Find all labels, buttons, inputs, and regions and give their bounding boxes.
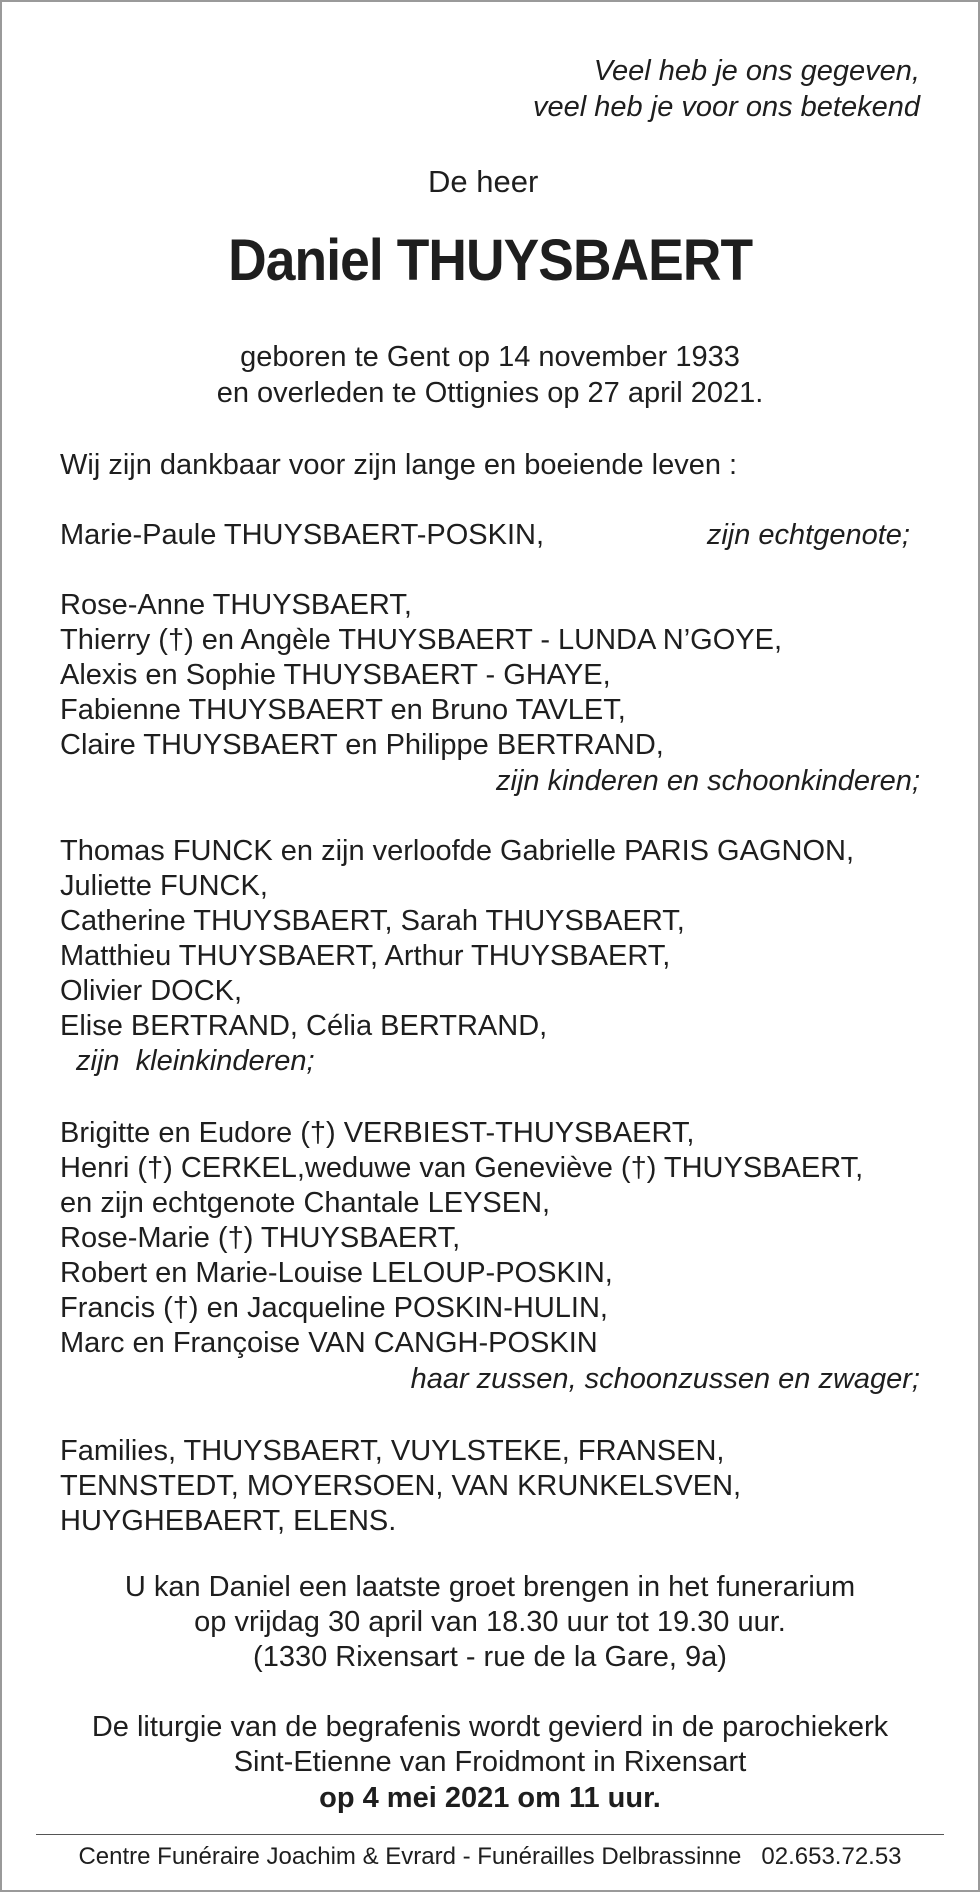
visitation-line: U kan Daniel een laatste groet brengen in het funerarium	[124, 1571, 856, 1603]
visitation-line: (1330 Rixensart - rue de la Gare, 9a)	[253, 1641, 727, 1673]
grandchild-line: Matthieu THUYSBAERT, Arthur THUYSBAERT,	[60, 940, 671, 972]
families-line: HUYGHEBAERT, ELENS.	[60, 1505, 397, 1537]
sibling-line: Henri (†) CERKEL,weduwe van Geneviève (†) THUYSBAERT,	[60, 1152, 864, 1184]
grandchild-line: Elise BERTRAND, Célia BERTRAND,	[60, 1010, 548, 1042]
spouse-relation: zijn echtgenote;	[706, 519, 910, 551]
grandchild-line: Catherine THUYSBAERT, Sarah THUYSBAERT,	[60, 905, 685, 937]
sibling-line: Marc en Françoise VAN CANGH-POSKIN	[60, 1327, 598, 1359]
sibling-line: Francis (†) en Jacqueline POSKIN-HULIN,	[60, 1292, 608, 1324]
child-line: Thierry (†) en Angèle THUYSBAERT - LUNDA N’GOYE,	[60, 624, 783, 656]
child-line: Claire THUYSBAERT en Philippe BERTRAND,	[60, 729, 664, 761]
grandchild-line: Juliette FUNCK,	[60, 870, 268, 902]
death-line: en overleden te Ottignies op 27 april 2021.	[216, 377, 764, 409]
sibling-line: Brigitte en Eudore (†) VERBIEST-THUYSBAERT,	[60, 1117, 695, 1149]
child-line: Alexis en Sophie THUYSBAERT - GHAYE,	[60, 659, 611, 691]
deceased-name: Daniel THUYSBAERT	[228, 228, 753, 293]
visitation-line: op vrijdag 30 april van 18.30 uur tot 19.30 uur.	[194, 1606, 786, 1638]
liturgy-date: op 4 mei 2021 om 11 uur.	[319, 1782, 661, 1814]
grandchild-line: Thomas FUNCK en zijn verloofde Gabrielle PARIS GAGNON,	[60, 835, 855, 867]
motto-line-2: veel heb je voor ons betekend	[533, 91, 920, 123]
child-line: Rose-Anne THUYSBAERT,	[60, 589, 412, 621]
sibling-line: Robert en Marie-Louise LELOUP-POSKIN,	[60, 1257, 613, 1289]
grandchild-line: Olivier DOCK,	[60, 975, 243, 1007]
children-relation: zijn kinderen en schoonkinderen;	[496, 765, 920, 797]
sibling-line: Rose-Marie (†) THUYSBAERT,	[60, 1222, 461, 1254]
salutation: De heer	[428, 164, 539, 199]
spouse-name: Marie-Paule THUYSBAERT-POSKIN,	[60, 519, 545, 551]
sibling-line: en zijn echtgenote Chantale LEYSEN,	[60, 1187, 551, 1219]
child-line: Fabienne THUYSBAERT en Bruno TAVLET,	[60, 694, 626, 726]
families-line: TENNSTEDT, MOYERSOEN, VAN KRUNKELSVEN,	[60, 1470, 742, 1502]
grandchildren-relation: zijn kleinkinderen;	[76, 1045, 315, 1077]
footer-divider	[36, 1834, 944, 1835]
birth-line: geboren te Gent op 14 november 1933	[240, 341, 740, 373]
gratitude-line: Wij zijn dankbaar voor zijn lange en boeiende leven :	[60, 449, 738, 481]
liturgy-line: De liturgie van de begrafenis wordt gevierd in de parochiekerk	[91, 1711, 889, 1743]
funeral-home-footer: Centre Funéraire Joachim & Evrard - Funérailles Delbrassinne 02.653.72.53	[78, 1843, 902, 1870]
siblings-relation: haar zussen, schoonzussen en zwager;	[410, 1363, 920, 1395]
families-line: Families, THUYSBAERT, VUYLSTEKE, FRANSEN,	[60, 1435, 725, 1467]
liturgy-line: Sint-Etienne van Froidmont in Rixensart	[233, 1746, 747, 1778]
motto-line-1: Veel heb je ons gegeven,	[593, 55, 920, 87]
